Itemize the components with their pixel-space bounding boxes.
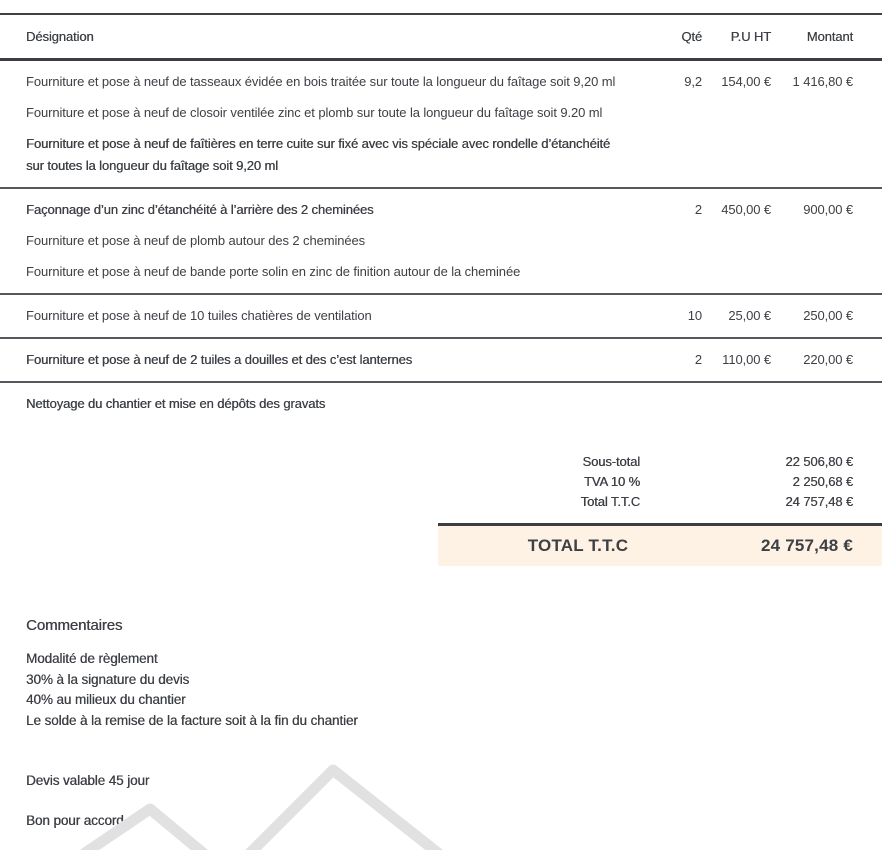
item-unit-price: 450,00 € bbox=[721, 202, 771, 217]
item-description: Fourniture et pose à neuf de tasseaux évidée en bois traitée sur toute la longueur du faîtage soit 9,20 ml bbox=[26, 74, 616, 89]
comments-lines bbox=[26, 649, 882, 731]
total-ttc-label: Total T.T.C bbox=[580, 494, 640, 509]
item-group bbox=[0, 293, 882, 337]
item-description: Fourniture et pose à neuf de plomb autour des 2 cheminées bbox=[26, 233, 366, 248]
column-header-unit-price: P.U HT bbox=[730, 29, 771, 44]
item-description: Nettoyage du chantier et mise en dépôts des gravats bbox=[26, 396, 326, 411]
item-unit-price: 154,00 € bbox=[721, 74, 771, 89]
item-qty: 10 bbox=[687, 308, 702, 323]
item-description: Fourniture et pose à neuf de faîtières en terre cuite sur fixé avec vis spéciale avec rondelle d’étanchéité sur toutes la longueur du faîtage soit 9,20 ml bbox=[26, 136, 611, 173]
subtotal-label: Sous-total bbox=[582, 454, 640, 469]
validity-note: Devis valable 45 jour bbox=[26, 773, 150, 788]
comments-section bbox=[0, 617, 882, 731]
table-row bbox=[0, 349, 882, 371]
roof-logo-watermark-icon bbox=[55, 738, 515, 850]
item-amount: 220,00 € bbox=[803, 352, 853, 367]
comment-line: 30% à la signature du devis bbox=[26, 671, 190, 687]
tva-label: TVA 10 % bbox=[583, 474, 640, 489]
item-description: Fourniture et pose à neuf de 10 tuiles chatières de ventilation bbox=[26, 308, 372, 323]
item-description: Fourniture et pose à neuf de closoir ventilée zinc et plomb sur toute la longueur du faîtage soit 9.20 ml bbox=[26, 105, 603, 120]
column-header-qty: Qté bbox=[681, 29, 702, 44]
table-row bbox=[0, 305, 882, 327]
item-qty: 2 bbox=[694, 352, 702, 367]
tva-row bbox=[0, 472, 853, 492]
item-qty: 9,2 bbox=[684, 74, 702, 89]
comment-line: Modalité de règlement bbox=[26, 651, 158, 666]
total-ttc-value: 24 757,48 € bbox=[785, 494, 853, 509]
column-header-designation: Désignation bbox=[26, 29, 94, 44]
comment-line: 40% au milieux du chantier bbox=[26, 692, 186, 707]
table-row bbox=[0, 230, 882, 252]
table-header-row bbox=[0, 13, 882, 61]
item-amount: 900,00 € bbox=[803, 202, 853, 217]
item-description: Fourniture et pose à neuf de 2 tuiles a douilles et des c’est lanternes bbox=[26, 352, 413, 367]
subtotal-value: 22 506,80 € bbox=[785, 454, 853, 469]
invoice-page bbox=[0, 13, 882, 850]
comment-line: Le solde à la remise de la facture soit à la fin du chantier bbox=[26, 712, 358, 728]
approval-note: Bon pour accord bbox=[26, 813, 124, 828]
item-group bbox=[0, 187, 882, 293]
item-group bbox=[0, 381, 882, 425]
grand-total-label: TOTAL T.T.C bbox=[527, 536, 629, 555]
table-row bbox=[0, 261, 882, 283]
item-description: Fourniture et pose à neuf de bande porte solin en zinc de finition autour de la cheminée bbox=[26, 264, 521, 279]
item-description: Façonnage d’un zinc d’étanchéité à l’arrière des 2 cheminées bbox=[26, 202, 374, 217]
item-unit-price: 110,00 € bbox=[722, 352, 771, 367]
comments-title: Commentaires bbox=[26, 617, 123, 634]
table-row bbox=[0, 133, 882, 177]
column-header-amount: Montant bbox=[806, 29, 853, 44]
item-group bbox=[0, 337, 882, 381]
table-row bbox=[0, 102, 882, 124]
item-group bbox=[0, 61, 882, 187]
item-qty: 2 bbox=[694, 202, 702, 217]
grand-total-band bbox=[438, 523, 882, 566]
item-amount: 250,00 € bbox=[803, 308, 853, 323]
subtotal-row bbox=[0, 452, 853, 472]
table-row bbox=[0, 393, 882, 415]
table-row bbox=[0, 71, 882, 93]
tva-value: 2 250,68 € bbox=[792, 474, 853, 489]
total-ttc-row bbox=[0, 492, 853, 512]
totals-block bbox=[0, 452, 882, 512]
table-row bbox=[0, 199, 882, 221]
item-amount: 1 416,80 € bbox=[792, 74, 853, 89]
grand-total-value: 24 757,48 € bbox=[760, 536, 853, 555]
item-unit-price: 25,00 € bbox=[728, 308, 771, 323]
